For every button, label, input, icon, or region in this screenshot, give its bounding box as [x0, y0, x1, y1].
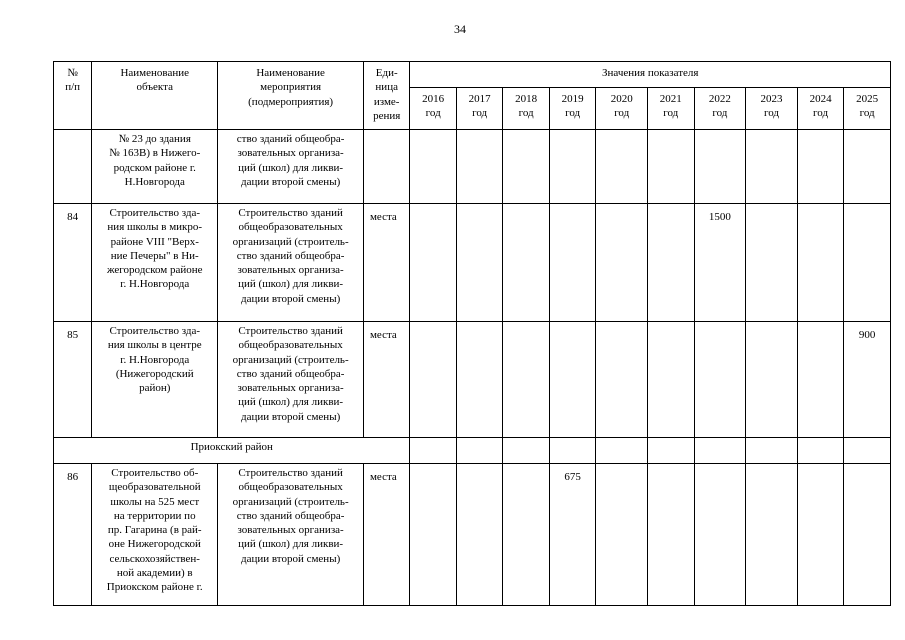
value-cell	[746, 464, 798, 606]
value-cell	[549, 204, 595, 322]
value-cell	[456, 204, 502, 322]
value-cell	[797, 464, 843, 606]
indicator-table	[53, 61, 891, 606]
value-cell	[503, 204, 549, 322]
value-cell	[456, 438, 502, 464]
row-number: 86	[54, 464, 92, 606]
table-row	[54, 130, 891, 204]
value-cell	[456, 130, 502, 204]
value-cell	[549, 130, 595, 204]
value-cell	[746, 204, 798, 322]
value-cell: 675	[549, 464, 595, 606]
object-name: № 23 до здания № 163В) в Нижего- родском районе г. Н.Новгорода	[92, 130, 218, 204]
event-name: Строительство зданий общеобразовательных организаций (строитель- ство зданий общеобра- зовательных организа- ций (школ) для ликви- дации второй смены)	[218, 322, 364, 438]
value-cell	[503, 322, 549, 438]
value-cell	[596, 322, 648, 438]
value-cell	[648, 322, 694, 438]
value-cell	[410, 464, 456, 606]
table-row	[54, 322, 891, 438]
value-cell	[797, 130, 843, 204]
event-name: Строительство зданий общеобразовательных организаций (строитель- ство зданий общеобра- зовательных организа- ций (школ) для ликви- дации второй смены)	[218, 204, 364, 322]
value-cell	[549, 438, 595, 464]
value-cell	[746, 130, 798, 204]
value-cell	[648, 464, 694, 606]
value-cell: 900	[844, 322, 891, 438]
value-cell	[844, 130, 891, 204]
header-year: 2021 год	[648, 88, 694, 130]
value-cell	[596, 130, 648, 204]
value-cell: 1500	[694, 204, 746, 322]
value-cell	[596, 204, 648, 322]
object-name: Строительство об- щеобразовательной школы на 525 мест на территории по пр. Гагарина (в рай- оне Нижегородской сельскохозяйствен- ной академии) в Приокском районе г.	[92, 464, 218, 606]
table-row	[54, 204, 891, 322]
header-col-object: Наименование объекта	[92, 62, 218, 130]
header-year: 2023 год	[746, 88, 798, 130]
value-cell	[844, 464, 891, 606]
header-year: 2025 год	[844, 88, 891, 130]
object-name: Строительство зда- ния школы в центре г. Н.Новгорода (Нижегородский район)	[92, 322, 218, 438]
value-cell	[596, 438, 648, 464]
header-year: 2020 год	[596, 88, 648, 130]
value-cell	[410, 130, 456, 204]
value-cell	[456, 322, 502, 438]
unit-cell: места	[363, 322, 409, 438]
value-cell	[797, 204, 843, 322]
value-cell	[797, 438, 843, 464]
value-cell	[648, 204, 694, 322]
object-name: Строительство зда- ния школы в микро- районе VIII "Верх- ние Печеры" в Ни- жегородском районе г. Н.Новгорода	[92, 204, 218, 322]
value-cell	[694, 464, 746, 606]
value-cell	[503, 464, 549, 606]
value-cell	[410, 204, 456, 322]
header-year: 2024 год	[797, 88, 843, 130]
value-cell	[410, 322, 456, 438]
value-cell	[549, 322, 595, 438]
value-cell	[746, 322, 798, 438]
value-cell	[694, 322, 746, 438]
event-name: Строительство зданий общеобразовательных организаций (строитель- ство зданий общеобра- зовательных организа- ций (школ) для ликви- дации второй смены)	[218, 464, 364, 606]
row-number: 85	[54, 322, 92, 438]
header-col-event: Наименование мероприятия (подмероприятия)	[218, 62, 364, 130]
value-cell	[844, 438, 891, 464]
row-number: 84	[54, 204, 92, 322]
value-cell	[596, 464, 648, 606]
header-year: 2018 год	[503, 88, 549, 130]
value-cell	[746, 438, 798, 464]
value-cell	[694, 130, 746, 204]
value-cell	[797, 322, 843, 438]
header-col-unit: Еди- ница изме- рения	[363, 62, 409, 130]
header-year: 2016 год	[410, 88, 456, 130]
value-cell	[456, 464, 502, 606]
header-col-values: Значения показателя	[410, 62, 891, 88]
unit-cell	[363, 130, 409, 204]
value-cell	[648, 438, 694, 464]
page-number: 34	[454, 22, 466, 36]
value-cell	[410, 438, 456, 464]
row-number	[54, 130, 92, 204]
value-cell	[694, 438, 746, 464]
header-col-no: № п/п	[54, 62, 92, 130]
section-row	[54, 438, 891, 464]
header-year: 2017 год	[456, 88, 502, 130]
value-cell	[503, 438, 549, 464]
value-cell	[844, 204, 891, 322]
section-title: Приокский район	[54, 438, 410, 464]
value-cell	[503, 130, 549, 204]
value-cell	[648, 130, 694, 204]
unit-cell: места	[363, 464, 409, 606]
header-year: 2019 год	[549, 88, 595, 130]
event-name: ство зданий общеобра- зовательных организа- ций (школ) для ликви- дации второй смены)	[218, 130, 364, 204]
table-row	[54, 464, 891, 606]
unit-cell: места	[363, 204, 409, 322]
header-year: 2022 год	[694, 88, 746, 130]
